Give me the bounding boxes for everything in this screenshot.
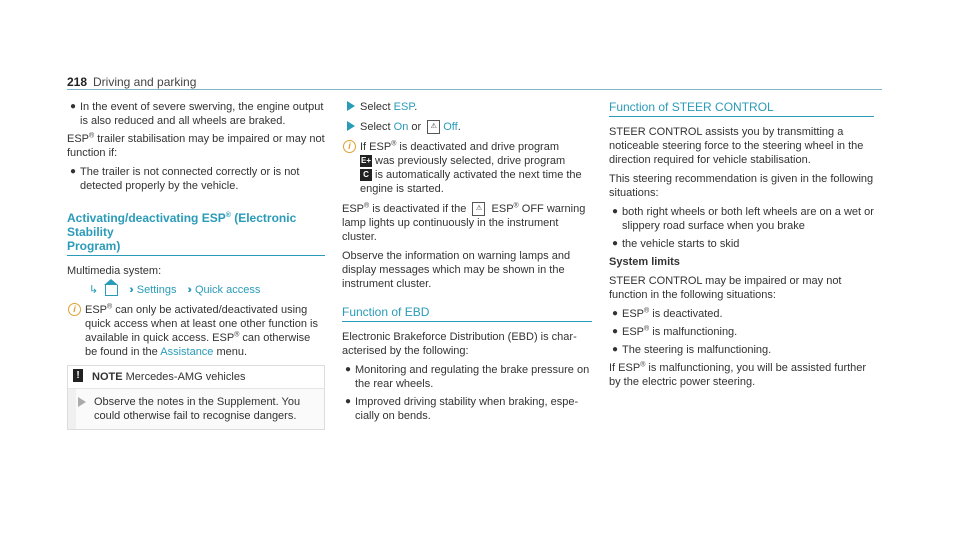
section-heading: Function of STEER CONTROL (609, 100, 874, 117)
list-item: ● The steering is malfunctioning. (612, 344, 772, 356)
esp-menu-item[interactable]: ESP (393, 101, 415, 113)
list-item: ● ESP® is malfunctioning. (612, 325, 738, 338)
trailer-paragraph: ESP® trailer stabilisation may be impaired or may not function if: (67, 132, 325, 159)
list-item: ● The trailer is not connected correctly or is not detected properly by the vehicle. (70, 166, 300, 192)
steer-control-paragraph: STEER CONTROL assists you by transmitting a noticeable steering force to the steering wheel in the direction required for vehicle stabilisation. (609, 126, 864, 166)
list-item: ● the vehicle starts to skid (612, 238, 740, 250)
menu-path (89, 283, 325, 297)
header-rule (67, 89, 882, 90)
triangle-arrow-icon (78, 397, 86, 407)
note-body: Observe the notes in the Supplement. You could otherwise fail to recognise dangers. (94, 396, 301, 422)
triangle-arrow-icon (347, 101, 355, 111)
off-option[interactable]: Off (443, 121, 458, 133)
note-title: Mercedes-AMG vehicles (125, 371, 246, 383)
menu-settings-link[interactable]: Settings (136, 284, 177, 296)
section-heading: Activating/deactivating ESP® (Electronic Stability Program) (67, 211, 325, 256)
note-box (67, 365, 325, 430)
assistance-link[interactable]: Assistance (160, 346, 214, 358)
list-item: ● Monitoring and regulating the brake pressure on the rear wheels. (345, 364, 590, 391)
list-item: ● ESP® is deactivated. (612, 307, 723, 320)
page-number: 218 (67, 75, 88, 89)
home-icon[interactable] (105, 285, 118, 296)
section-title: Driving and parking (93, 75, 197, 89)
chevron-right-icon: ›› (129, 284, 131, 296)
menu-quick-access-link[interactable]: Quick access (194, 284, 261, 296)
limits-paragraph: STEER CONTROL may be impaired or may not function in the following situations: (609, 275, 842, 301)
step-select-esp: Select ESP. (342, 100, 592, 114)
on-option[interactable]: On (393, 121, 409, 133)
multimedia-label: Multimedia system: (67, 265, 162, 277)
note-label: NOTE (92, 371, 123, 383)
drive-program-c-icon: C (360, 169, 372, 181)
info-icon: i (343, 140, 356, 153)
column-2 (342, 100, 592, 427)
info-icon: i (68, 303, 81, 316)
info-note: i ESP® can only be activated/deactivated using quick access when at least one other function is available in quick access. ESP® can otherwise be found in the Assistance menu. (67, 303, 325, 359)
step-select-on-off: Select On or ⚠ Off. (342, 120, 592, 134)
esp-off-paragraph: ESP® is deactivated if the ⚠ ESP® OFF warning lamp lights up continuously in the instrument cluster. (342, 202, 586, 244)
system-limits-heading: System limits (609, 256, 680, 268)
malfunction-paragraph: If ESP® is malfunctioning, you will be assisted further by the electric power steering. (609, 361, 867, 388)
list-item: ● In the event of severe swerving, the engine output is also reduced and all wheels are braked. (70, 101, 324, 127)
drive-program-el-icon: E+ (360, 156, 371, 166)
column-3 (609, 100, 874, 394)
return-arrow-icon: ↳ (89, 284, 99, 296)
list-item: ● Improved driving stability when braking, especially on bends. (345, 396, 579, 423)
situations-paragraph: This steering recommendation is given in the following situations: (609, 173, 874, 199)
esp-off-icon: ⚠ (427, 120, 440, 134)
list-item: ● both right wheels or both left wheels are on a wet or slippery road surface when you brake (612, 206, 874, 232)
exclamation-icon: ! (73, 369, 83, 382)
column-1 (67, 100, 325, 430)
ebd-paragraph: Electronic Brakeforce Distribution (EBD) is characterised by the following: (342, 331, 577, 358)
section-heading: Function of EBD (342, 305, 592, 322)
esp-off-icon: ⚠ (472, 202, 485, 216)
chevron-right-icon: ›› (187, 284, 189, 296)
observe-paragraph: Observe the information on warning lamps and display messages which may be shown in the instrument cluster. (342, 250, 571, 291)
info-note: i If ESP® is deactivated and drive program E+ was previously selected, drive program C is automatically activated the next time the engine is started. (342, 140, 592, 196)
triangle-arrow-icon (347, 121, 355, 131)
